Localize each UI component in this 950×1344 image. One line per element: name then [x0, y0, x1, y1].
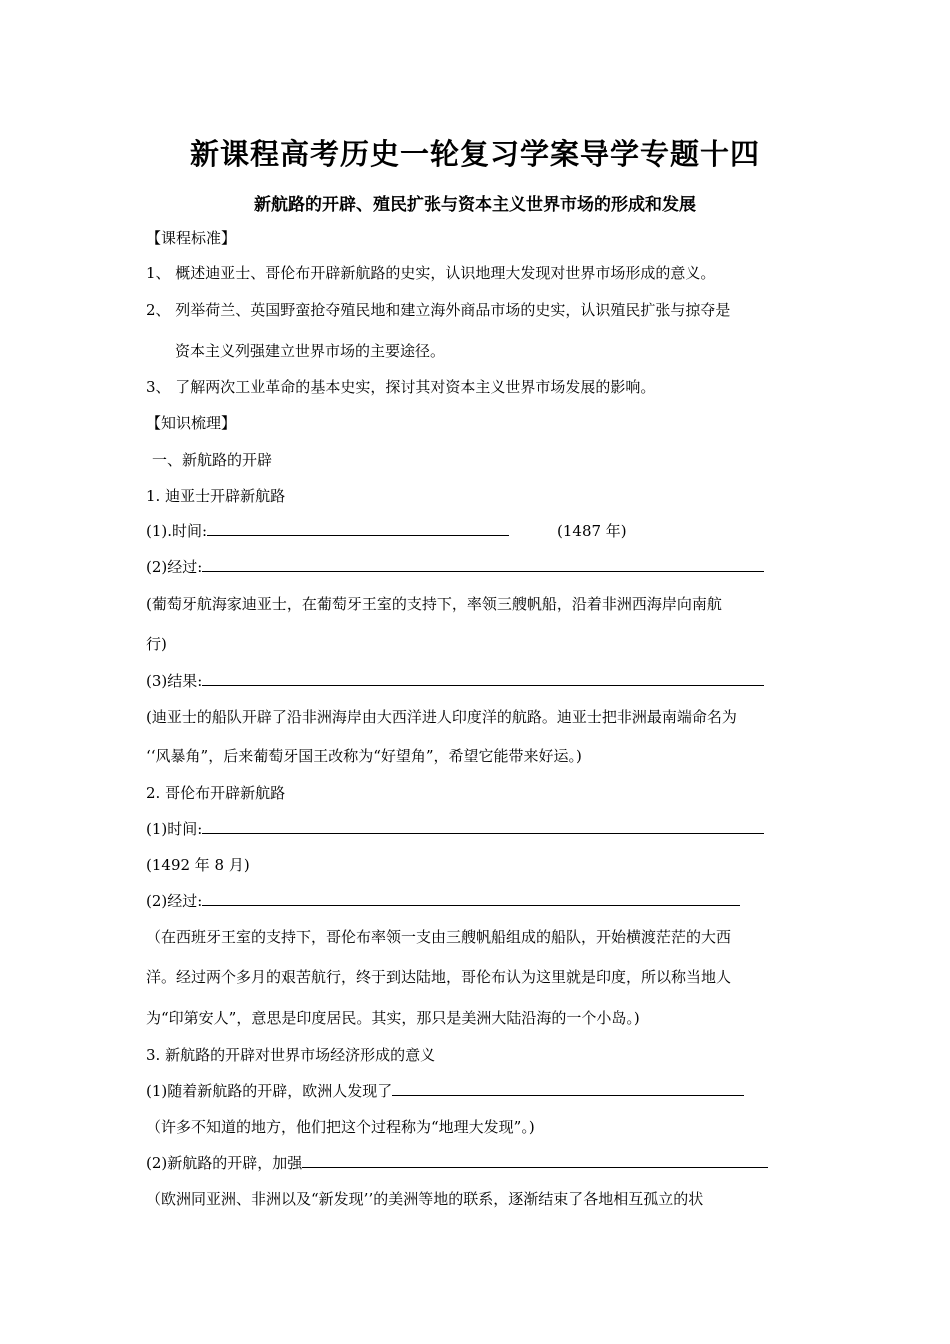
dias-result-label: (3)结果: — [146, 672, 203, 690]
significance-item-2-answer: （欧洲同亚洲、非洲以及“新发现’’的美洲等地的联系，逐渐结束了各地相互孤立的状 — [146, 1190, 704, 1208]
course-standard-heading: 【课程标准】 — [146, 229, 237, 247]
dias-time-row — [146, 521, 509, 541]
columbus-process-answer-line-3: 为“印第安人”，意思是印度居民。其实，那只是美洲大陆沿海的一个小岛。) — [146, 1009, 640, 1027]
dias-time-label: (1).时间: — [146, 522, 208, 540]
standard-item-3: 3、 了解两次工业革命的基本史实，探讨其对资本主义世界市场发展的影响。 — [146, 378, 656, 396]
significance-heading: 3. 新航路的开辟对世界市场经济形成的意义 — [146, 1046, 436, 1064]
section-heading-1: 一、新航路的开辟 — [152, 451, 273, 469]
columbus-process-blank[interactable] — [202, 891, 740, 906]
columbus-time-answer: (1492 年 8 月) — [146, 856, 250, 874]
columbus-process-answer-line-2: 洋。经过两个多月的艰苦航行，终于到达陆地，哥伦布认为这里就是印度，所以称当地人 — [146, 968, 732, 986]
significance-item-1-blank[interactable] — [392, 1081, 744, 1096]
columbus-process-row — [146, 891, 740, 911]
standard-item-2-line-2: 资本主义列强建立世界市场的主要途径。 — [175, 342, 446, 360]
columbus-process-answer-line-1: （在西班牙王室的支持下，哥伦布率领一支由三艘帆船组成的船队，开始横渡茫茫的大西 — [146, 928, 732, 946]
significance-item-1-row — [146, 1081, 744, 1101]
document-title: 新课程高考历史一轮复习学案导学专题十四 — [189, 137, 760, 171]
dias-process-answer-line-1: (葡萄牙航海家迪亚士，在葡萄牙王室的支持下，率领三艘帆船，沿着非洲西海岸向南航 — [146, 595, 722, 613]
significance-item-1-label: (1)随着新航路的开辟，欧洲人发现了 — [146, 1082, 393, 1100]
columbus-time-label: (1)时间: — [146, 820, 203, 838]
dias-result-answer-line-1: (迪亚士的船队开辟了沿非洲海岸由大西洋进人印度洋的航路。迪亚士把非洲最南端命名为 — [146, 708, 737, 726]
dias-process-blank[interactable] — [202, 557, 764, 572]
significance-item-1-answer: （许多不知道的地方，他们把这个过程称为“地理大发现”。) — [146, 1118, 535, 1136]
dias-process-label: (2)经过: — [146, 558, 203, 576]
columbus-time-row — [146, 819, 764, 839]
significance-item-2-label: (2)新航路的开辟，加强 — [146, 1154, 303, 1172]
document-subtitle: 新航路的开辟、殖民扩张与资本主义世界市场的形成和发展 — [254, 195, 696, 215]
columbus-process-label: (2)经过: — [146, 892, 203, 910]
dias-time-answer: (1487 年) — [557, 522, 627, 540]
dias-result-answer-line-2: ‘‘风暴角”，后来葡萄牙国王改称为“好望角”，希望它能带来好运。) — [146, 747, 582, 765]
columbus-heading: 2. 哥伦布开辟新航路 — [146, 784, 286, 802]
columbus-time-blank[interactable] — [202, 819, 764, 834]
significance-item-2-blank[interactable] — [302, 1153, 768, 1168]
standard-item-1: 1、 概述迪亚士、哥伦布开辟新航路的史实，认识地理大发现对世界市场形成的意义。 — [146, 264, 716, 282]
dias-process-answer-line-2: 行) — [146, 635, 167, 653]
dias-heading: 1. 迪亚士开辟新航路 — [146, 487, 286, 505]
dias-result-blank[interactable] — [202, 671, 764, 686]
dias-process-row — [146, 557, 764, 577]
dias-result-row — [146, 671, 764, 691]
knowledge-heading: 【知识梳理】 — [146, 414, 237, 432]
standard-item-2-line-1: 2、 列举荷兰、英国野蛮抢夺殖民地和建立海外商品市场的史实，认识殖民扩张与掠夺是 — [146, 301, 731, 319]
dias-time-blank[interactable] — [207, 521, 509, 536]
significance-item-2-row — [146, 1153, 768, 1173]
